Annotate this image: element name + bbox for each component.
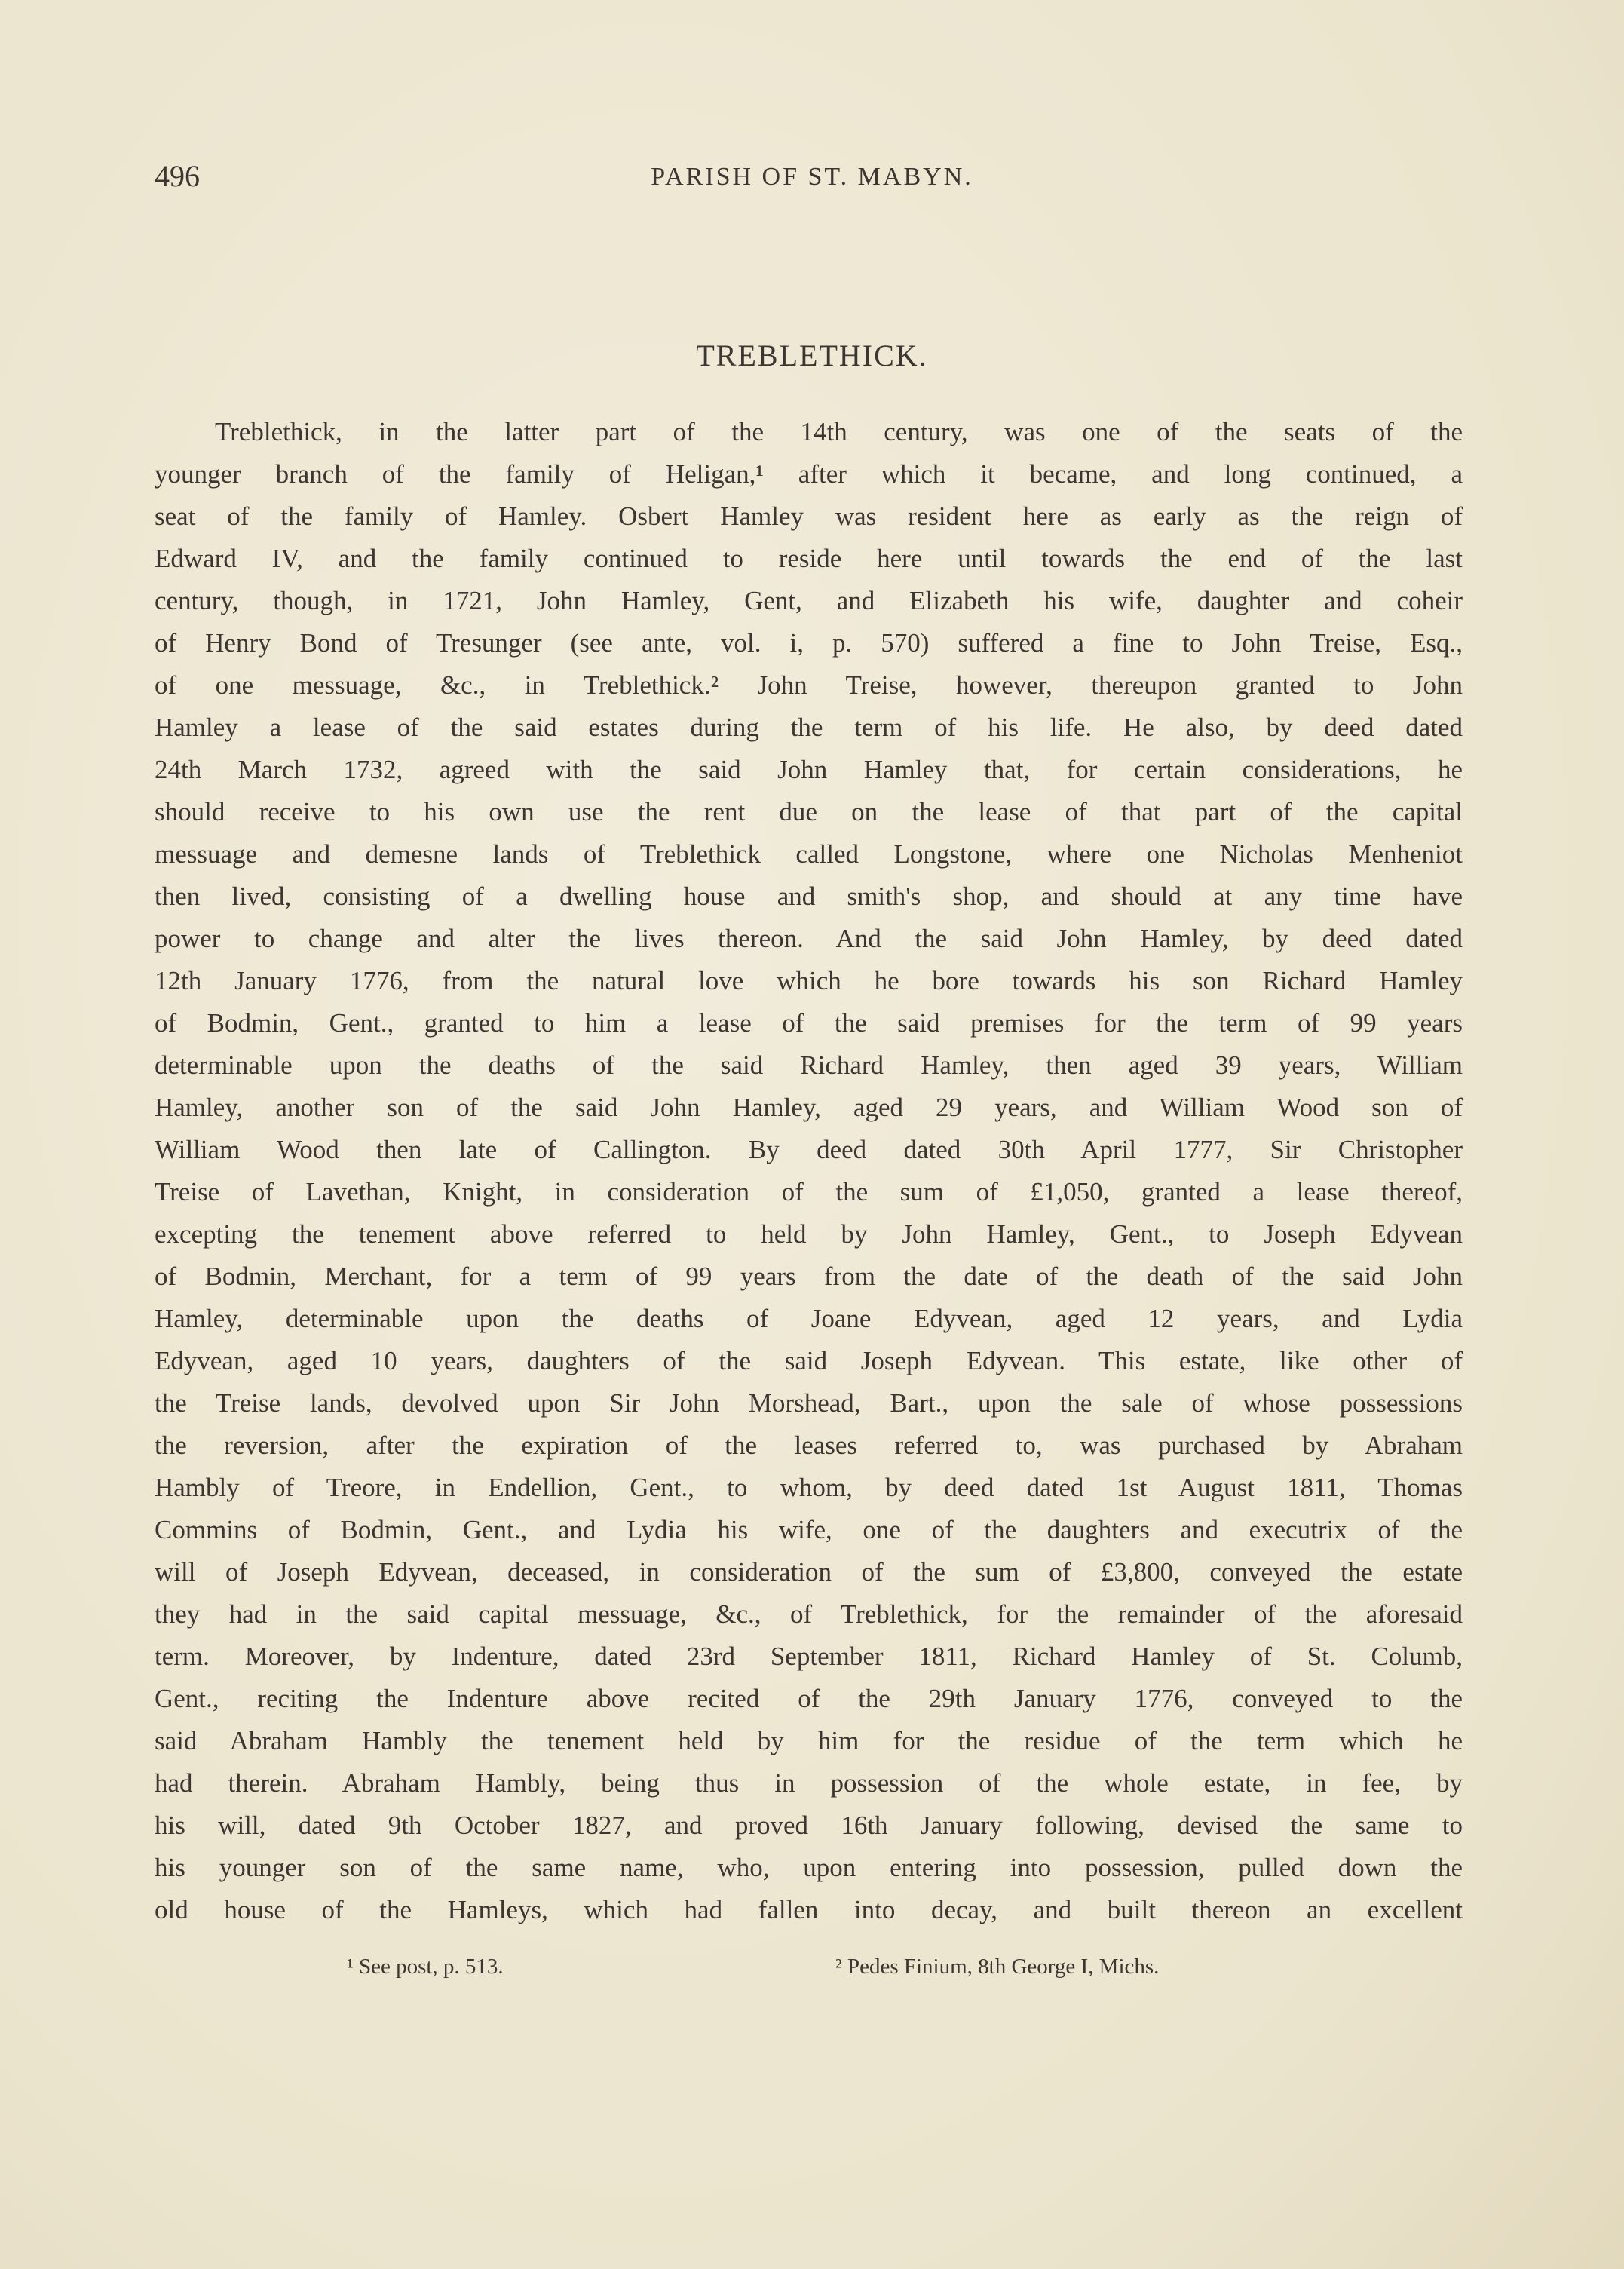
text-line-content: seat of the family of Hamley. Osbert Hamley was resident here as early as the reign of <box>155 501 1463 531</box>
text-line-content: power to change and alter the lives thereon. And the said John Hamley, by deed dated <box>155 924 1463 953</box>
text-line <box>155 1424 1463 1467</box>
text-line-content: of Bodmin, Merchant, for a term of 99 years from the date of the death of the said John <box>155 1262 1463 1291</box>
text-line <box>155 1256 1463 1298</box>
text-line <box>155 1340 1463 1382</box>
text-line <box>155 1129 1463 1171</box>
text-line-content: term. Moreover, by Indenture, dated 23rd September 1811, Richard Hamley of St. Columb, <box>155 1642 1463 1671</box>
text-line <box>155 1636 1463 1678</box>
text-line-content: will of Joseph Edyvean, deceased, in consideration of the sum of £3,800, conveyed the estate <box>155 1557 1463 1587</box>
text-line-content: 12th January 1776, from the natural love which he bore towards his son Richard Hamley <box>155 966 1463 995</box>
text-line-content: said Abraham Hambly the tenement held by him for the residue of the term which he <box>155 1726 1463 1755</box>
text-line-content: of Henry Bond of Tresunger (see ante, vol. i, p. 570) suffered a fine to John Treise, Esq., <box>155 628 1463 658</box>
text-line <box>155 1551 1463 1593</box>
text-line <box>155 1509 1463 1551</box>
text-line-content: century, though, in 1721, John Hamley, Gent, and Elizabeth his wife, daughter and coheir <box>155 586 1463 615</box>
text-line <box>155 622 1463 664</box>
text-line-content: Hamley a lease of the said estates during the term of his life. He also, by deed dated <box>155 713 1463 742</box>
text-line <box>155 960 1463 1002</box>
text-line-content: his will, dated 9th October 1827, and proved 16th January following, devised the same to <box>155 1811 1463 1840</box>
text-line-content: of Bodmin, Gent., granted to him a lease of the said premises for the term of 99 years <box>155 1008 1463 1038</box>
text-line <box>155 580 1463 622</box>
text-line-content: old house of the Hamleys, which had fallen into decay, and built thereon an excellent <box>155 1895 1463 1924</box>
text-line <box>155 707 1463 749</box>
text-line <box>155 791 1463 833</box>
text-line-content: Edward IV, and the family continued to reside here until towards the end of the last <box>155 544 1463 573</box>
text-line <box>155 1678 1463 1720</box>
text-line-content: Gent., reciting the Indenture above recited of the 29th January 1776, conveyed to the <box>155 1684 1463 1713</box>
text-line-content: then lived, consisting of a dwelling house and smith's shop, and should at any time have <box>155 882 1463 911</box>
text-line <box>155 495 1463 538</box>
text-line <box>155 453 1463 495</box>
text-line-content: excepting the tenement above referred to held by John Hamley, Gent., to Joseph Edyvean <box>155 1219 1463 1249</box>
text-line-content: Hamley, determinable upon the deaths of Joane Edyvean, aged 12 years, and Lydia <box>155 1304 1463 1333</box>
text-line <box>155 1044 1463 1087</box>
text-line <box>155 1213 1463 1256</box>
text-line-content: messuage and demesne lands of Treblethick called Longstone, where one Nicholas Menheniot <box>155 839 1463 869</box>
text-line-content: William Wood then late of Callington. By deed dated 30th April 1777, Sir Christopher <box>155 1135 1463 1164</box>
body-text <box>155 411 1463 1931</box>
text-line <box>155 1298 1463 1340</box>
text-line <box>155 1002 1463 1044</box>
section-title: TREBLETHICK. <box>696 339 928 373</box>
text-line-content: had therein. Abraham Hambly, being thus in possession of the whole estate, in fee, by <box>155 1768 1463 1798</box>
text-line <box>155 1720 1463 1762</box>
text-line <box>155 1804 1463 1847</box>
text-line-content: Treise of Lavethan, Knight, in consideration of the sum of £1,050, granted a lease thereof, <box>155 1177 1463 1207</box>
text-line <box>155 1593 1463 1636</box>
text-line-content: determinable upon the deaths of the said Richard Hamley, then aged 39 years, William <box>155 1050 1463 1080</box>
text-line <box>155 1171 1463 1213</box>
running-header: PARISH OF ST. MABYN. <box>651 163 973 191</box>
text-line <box>155 538 1463 580</box>
text-line <box>155 1847 1463 1889</box>
text-line <box>155 1382 1463 1424</box>
text-line <box>155 411 1463 453</box>
text-line-content: Hambly of Treore, in Endellion, Gent., to whom, by deed dated 1st August 1811, Thomas <box>155 1473 1463 1502</box>
text-line-content: 24th March 1732, agreed with the said John Hamley that, for certain considerations, he <box>155 755 1463 784</box>
text-line <box>155 1762 1463 1804</box>
text-line-content: the reversion, after the expiration of the leases referred to, was purchased by Abraham <box>155 1430 1463 1460</box>
footnote-1: ¹ See post, p. 513. <box>347 1955 504 1979</box>
text-line <box>155 1889 1463 1931</box>
text-line <box>155 664 1463 707</box>
footnote-2: ² Pedes Finium, 8th George I, Michs. <box>835 1955 1160 1979</box>
text-line <box>155 1087 1463 1129</box>
text-line-content: younger branch of the family of Heligan,¹ after which it became, and long continued, a <box>155 459 1463 489</box>
text-line-content: Edyvean, aged 10 years, daughters of the said Joseph Edyvean. This estate, like other of <box>155 1346 1463 1375</box>
text-line-content: should receive to his own use the rent due on the lease of that part of the capital <box>155 797 1463 826</box>
text-line <box>155 875 1463 918</box>
text-line-content: Hamley, another son of the said John Hamley, aged 29 years, and William Wood son of <box>155 1093 1463 1122</box>
text-line-content: Commins of Bodmin, Gent., and Lydia his wife, one of the daughters and executrix of the <box>155 1515 1463 1544</box>
text-line-content: the Treise lands, devolved upon Sir John Morshead, Bart., upon the sale of whose possessions <box>155 1388 1463 1418</box>
text-line <box>155 833 1463 875</box>
text-line-content: they had in the said capital messuage, &c., of Treblethick, for the remainder of the aforesaid <box>155 1599 1463 1629</box>
text-line <box>155 749 1463 791</box>
page-number: 496 <box>155 159 200 193</box>
text-line <box>155 1467 1463 1509</box>
text-line-content: of one messuage, &c., in Treblethick.² John Treise, however, thereupon granted to John <box>155 670 1463 700</box>
text-line-content: Treblethick, in the latter part of the 14th century, was one of the seats of the <box>215 417 1463 446</box>
text-line <box>155 918 1463 960</box>
text-line-content: his younger son of the same name, who, upon entering into possession, pulled down the <box>155 1853 1463 1882</box>
